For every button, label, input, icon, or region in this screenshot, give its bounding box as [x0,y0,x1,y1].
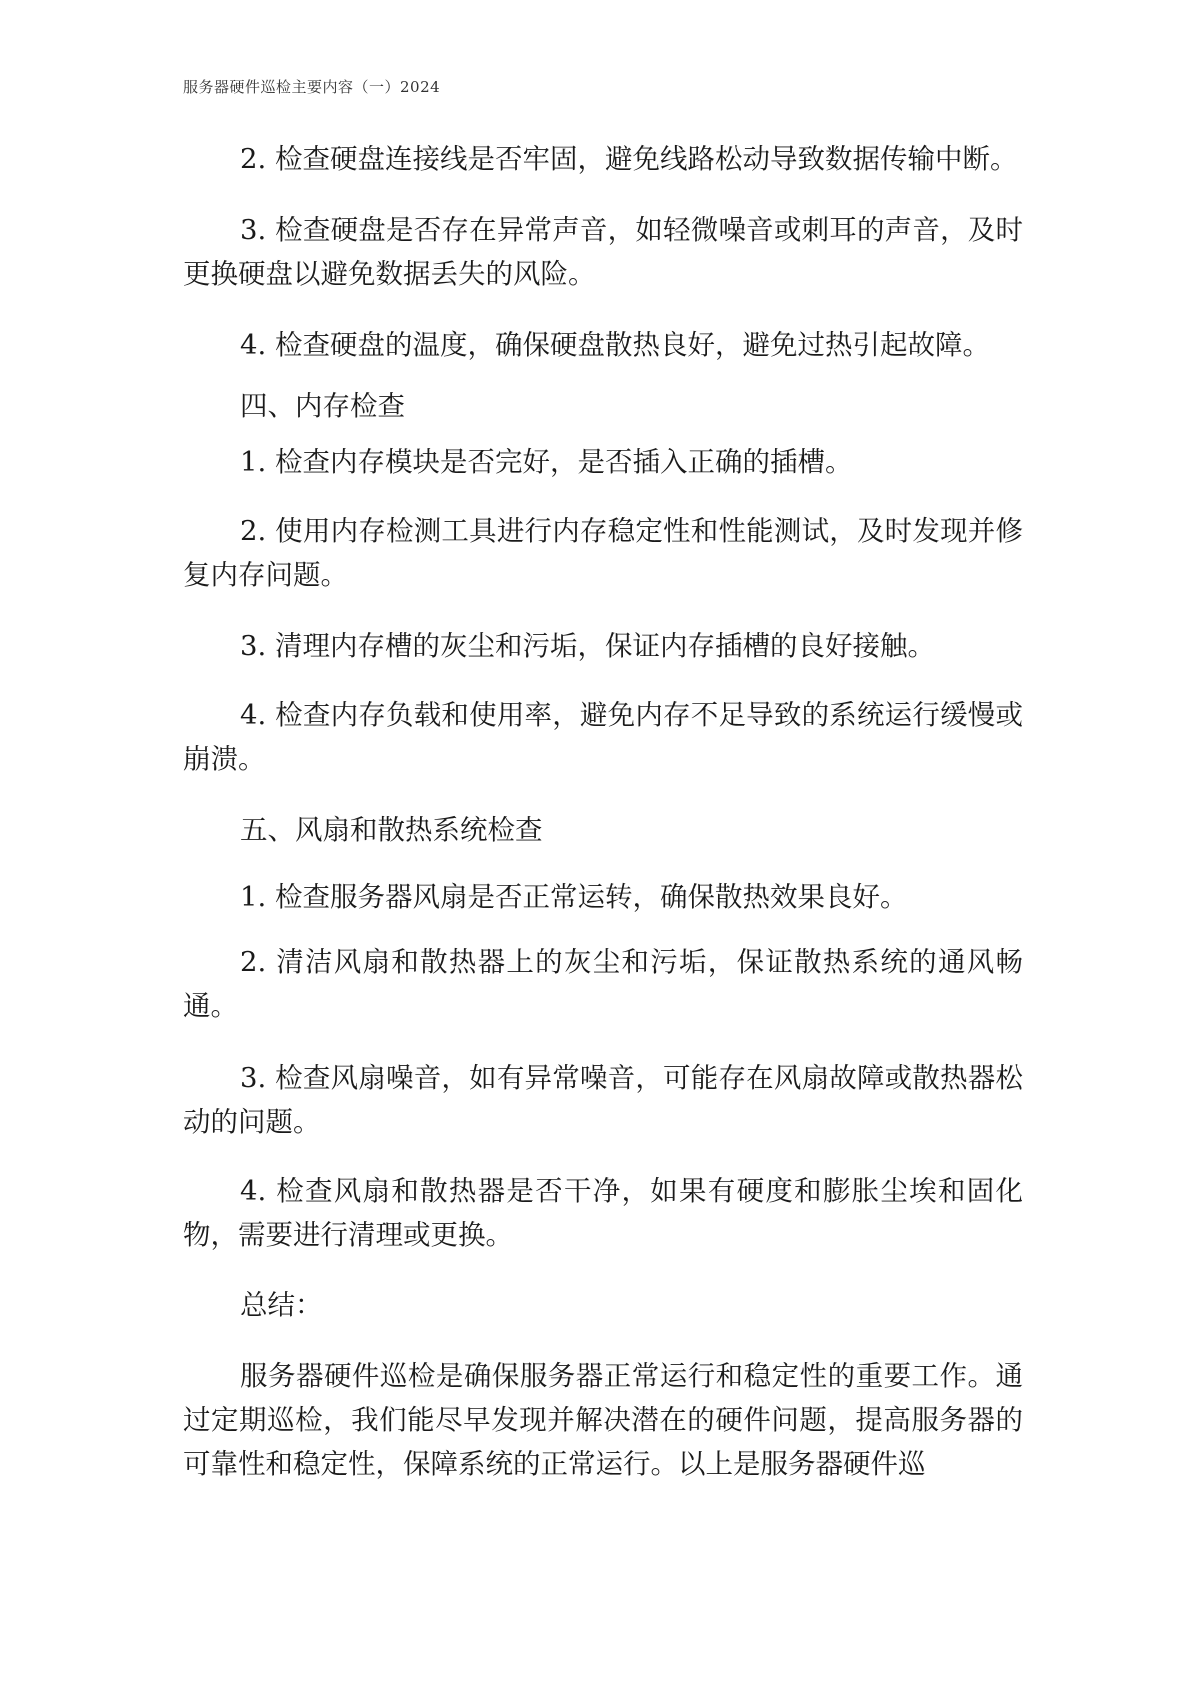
paragraph-disk-noise: 3. 检查硬盘是否存在异常声音，如轻微噪音或刺耳的声音，及时更换硬盘以避免数据丢失的风险。 [183,214,1023,290]
paragraph-fan-noise: 3. 检查风扇噪音，如有异常噪音，可能存在风扇故障或散热器松动的问题。 [183,1062,1023,1138]
paragraph-disk-cable: 2. 检查硬盘连接线是否牢固，避免线路松动导致数据传输中断。 [240,143,1018,175]
paragraph-summary: 服务器硬件巡检是确保服务器正常运行和稳定性的重要工作。通过定期巡检，我们能尽早发现并解决潜在的硬件问题，提高服务器的可靠性和稳定性，保障系统的正常运行。以上是服务器硬件巡 [183,1360,1023,1480]
paragraph-memory-module: 1. 检查内存模块是否完好，是否插入正确的插槽。 [240,446,853,478]
paragraph-fan-clean: 2. 清洁风扇和散热器上的灰尘和污垢，保证散热系统的通风畅通。 [183,946,1023,1022]
paragraph-fan-running: 1. 检查服务器风扇是否正常运转，确保散热效果良好。 [240,881,908,913]
paragraph-memory-test: 2. 使用内存检测工具进行内存稳定性和性能测试，及时发现并修复内存问题。 [183,515,1023,591]
section-heading-summary: 总结： [240,1289,323,1321]
paragraph-memory-clean: 3. 清理内存槽的灰尘和污垢，保证内存插槽的良好接触。 [240,630,935,662]
paragraph-fan-cleanliness: 4. 检查风扇和散热器是否干净，如果有硬度和膨胀尘埃和固化物，需要进行清理或更换。 [183,1175,1023,1251]
section-heading-memory: 四、内存检查 [240,390,405,422]
section-heading-fan: 五、风扇和散热系统检查 [240,814,543,846]
paragraph-disk-temperature: 4. 检查硬盘的温度，确保硬盘散热良好，避免过热引起故障。 [240,329,990,361]
page-header: 服务器硬件巡检主要内容（一）2024 [183,78,441,96]
paragraph-memory-load: 4. 检查内存负载和使用率，避免内存不足导致的系统运行缓慢或崩溃。 [183,699,1023,775]
